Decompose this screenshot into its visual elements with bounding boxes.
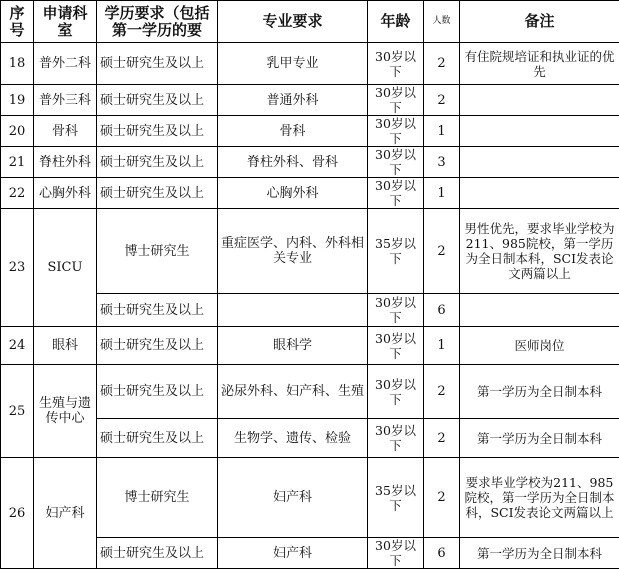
note-cell: 第一学历为全日制本科 <box>460 365 619 419</box>
header-note: 备注 <box>460 1 619 43</box>
age-cell: 30岁以下 <box>368 327 424 365</box>
age-cell: 35岁以下 <box>368 458 424 538</box>
major-cell: 普通外科 <box>218 85 368 116</box>
major-cell: 乳甲专业 <box>218 43 368 85</box>
count-cell: 2 <box>424 85 460 116</box>
header-seq: 序号 <box>1 1 34 43</box>
edu-cell: 硕士研究生及以上 <box>97 147 218 178</box>
dept-cell: 骨科 <box>34 116 97 147</box>
count-cell: 1 <box>424 178 460 209</box>
note-cell <box>460 116 619 147</box>
seq-cell: 23 <box>1 209 34 327</box>
major-cell: 眼科学 <box>218 327 368 365</box>
table-row <box>1 43 619 85</box>
count-cell: 2 <box>424 365 460 419</box>
edu-cell: 博士研究生 <box>97 458 218 538</box>
edu-cell: 硕士研究生及以上 <box>97 294 218 327</box>
header-major: 专业要求 <box>218 1 368 43</box>
age-cell: 30岁以下 <box>368 147 424 178</box>
major-cell: 心胸外科 <box>218 178 368 209</box>
edu-cell: 博士研究生 <box>97 209 218 294</box>
major-cell: 脊柱外科、骨科 <box>218 147 368 178</box>
table-row <box>1 178 619 209</box>
count-cell: 3 <box>424 147 460 178</box>
edu-cell: 硕士研究生及以上 <box>97 419 218 458</box>
seq-cell: 19 <box>1 85 34 116</box>
age-cell: 35岁以下 <box>368 209 424 294</box>
age-cell: 30岁以下 <box>368 43 424 85</box>
edu-cell: 硕士研究生及以上 <box>97 85 218 116</box>
dept-cell: 普外二科 <box>34 43 97 85</box>
note-cell <box>460 178 619 209</box>
table-row <box>1 147 619 178</box>
major-cell: 骨科 <box>218 116 368 147</box>
table-row <box>1 365 619 419</box>
edu-cell: 硕士研究生及以上 <box>97 365 218 419</box>
seq-cell: 21 <box>1 147 34 178</box>
note-cell <box>460 147 619 178</box>
count-cell: 2 <box>424 209 460 294</box>
note-cell: 第一学历为全日制本科 <box>460 419 619 458</box>
dept-cell: 脊柱外科 <box>34 147 97 178</box>
table-row <box>1 85 619 116</box>
dept-cell: 心胸外科 <box>34 178 97 209</box>
age-cell: 30岁以下 <box>368 419 424 458</box>
table-row <box>1 327 619 365</box>
header-count: 人数 <box>424 1 460 43</box>
count-cell: 2 <box>424 43 460 85</box>
age-cell: 30岁以下 <box>368 538 424 569</box>
count-cell: 6 <box>424 294 460 327</box>
major-cell: 泌尿外科、妇产科、生殖 <box>218 365 368 419</box>
age-cell: 30岁以下 <box>368 178 424 209</box>
note-cell <box>460 294 619 327</box>
major-cell: 生物学、遗传、检验 <box>218 419 368 458</box>
dept-cell: SICU <box>34 209 97 327</box>
header-edu: 学历要求（包括第一学历的要 <box>97 1 218 43</box>
age-cell: 30岁以下 <box>368 365 424 419</box>
count-cell: 2 <box>424 419 460 458</box>
header-dept: 申请科室 <box>34 1 97 43</box>
seq-cell: 25 <box>1 365 34 458</box>
count-cell: 2 <box>424 458 460 538</box>
major-cell: 妇产科 <box>218 458 368 538</box>
seq-cell: 24 <box>1 327 34 365</box>
major-cell: 重症医学、内科、外科相关专业 <box>218 209 368 294</box>
edu-cell: 硕士研究生及以上 <box>97 178 218 209</box>
dept-cell: 妇产科 <box>34 458 97 569</box>
age-cell: 30岁以下 <box>368 85 424 116</box>
age-cell: 30岁以下 <box>368 294 424 327</box>
note-cell: 要求毕业学校为211、985院校，第一学历为全日制本科，SCI发表论文两篇以上 <box>460 458 619 538</box>
note-cell: 医师岗位 <box>460 327 619 365</box>
note-cell <box>460 85 619 116</box>
major-cell <box>218 294 368 327</box>
note-cell: 有住院规培证和执业证的优先 <box>460 43 619 85</box>
age-cell: 30岁以下 <box>368 116 424 147</box>
dept-cell: 眼科 <box>34 327 97 365</box>
header-row <box>1 1 619 43</box>
count-cell: 1 <box>424 327 460 365</box>
count-cell: 1 <box>424 116 460 147</box>
seq-cell: 20 <box>1 116 34 147</box>
seq-cell: 18 <box>1 43 34 85</box>
edu-cell: 硕士研究生及以上 <box>97 43 218 85</box>
table-row <box>1 458 619 538</box>
note-cell: 男性优先，要求毕业学校为211、985院校，第一学历为全日制本科，SCI发表论文两篇以上 <box>460 209 619 294</box>
edu-cell: 硕士研究生及以上 <box>97 327 218 365</box>
dept-cell: 普外三科 <box>34 85 97 116</box>
seq-cell: 22 <box>1 178 34 209</box>
count-cell: 6 <box>424 538 460 569</box>
note-cell: 第一学历为全日制本科 <box>460 538 619 569</box>
header-age: 年龄 <box>368 1 424 43</box>
edu-cell: 硕士研究生及以上 <box>97 116 218 147</box>
table-row <box>1 116 619 147</box>
major-cell: 妇产科 <box>218 538 368 569</box>
seq-cell: 26 <box>1 458 34 569</box>
table-row <box>1 209 619 294</box>
dept-cell: 生殖与遗传中心 <box>34 365 97 458</box>
edu-cell: 硕士研究生及以上 <box>97 538 218 569</box>
